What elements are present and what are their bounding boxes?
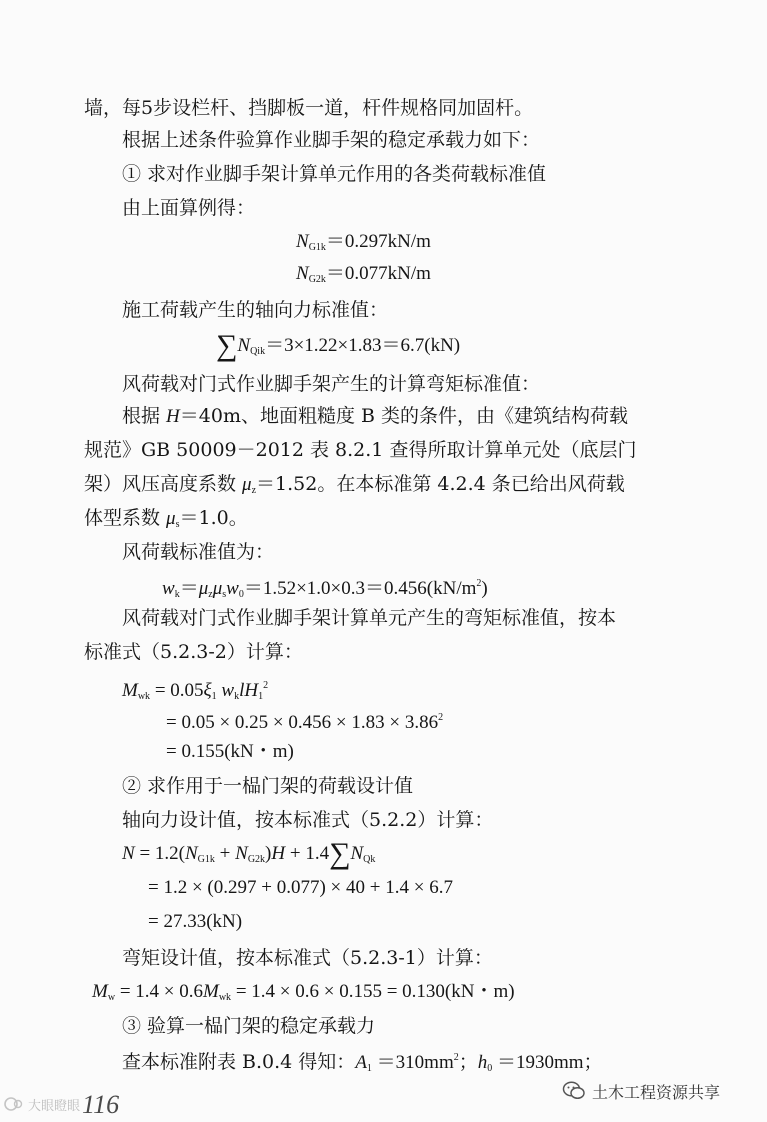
- formula-ng1k: $N_{G1k}=0.297kN/m$: [296, 231, 431, 253]
- formula-n-2: = 1.2 × (0.297 + 0.077) × 40 + 1.4 × 6.7: [148, 877, 453, 898]
- page-number: 116: [82, 1090, 120, 1119]
- text-line: 风荷载对门式作业脚手架计算单元产生的弯矩标准值，按本: [122, 607, 617, 629]
- formula-n-3: = 27.33(kN): [148, 911, 243, 932]
- source-watermark-text: 大眼瞪眼: [28, 1098, 81, 1114]
- text-line: 风荷载对门式作业脚手架产生的计算弯矩标准值：: [122, 373, 541, 395]
- formula-mwk-1: $M_{wk} = 0.05\xi_1$ $w_klH_1^2$: [122, 680, 269, 702]
- text-line: 查本标准附表 B.0.4 得知：$A_1 =310mm^2$；$h_0 =1930mm$；: [122, 1051, 603, 1074]
- text-line: 标准式（5.2.3-2）计算：: [84, 641, 303, 663]
- logo-icon: [4, 1096, 24, 1112]
- formula-mwk-2: = $0.05 \times 0.25 \times 0.456 \times 1.83 \times 3.86^2$: [166, 712, 444, 733]
- wechat-watermark: [562, 1077, 720, 1105]
- text-line: 弯矩设计值，按本标准式（5.2.3-1）计算：: [122, 947, 493, 969]
- text-line: 体型系数 $\mu_s=1.0$。: [84, 507, 248, 530]
- text-line: 架）风压高度系数 $\mu_z=1.52$。在本标准第 4.2.4 条已给出风荷载: [84, 473, 625, 496]
- formula-mwk-3: = 0.155(kN・m): [166, 741, 294, 762]
- text-line: 根据 H＝40m、地面粗糙度 B 类的条件，由《建筑结构荷载: [122, 405, 629, 427]
- text-line: 根据上述条件验算作业脚手架的稳定承载力如下：: [122, 129, 541, 151]
- text-line: 规范》GB 50009－2012 表 8.2.1 查得所取计算单元处（底层门: [84, 439, 637, 461]
- formula-sum-nqik: $\sum N_{Qik}=3\times 1.22\times 1.83=6.7(kN)$: [216, 329, 461, 362]
- text-line: ③ 验算一榀门架的稳定承载力: [122, 1015, 376, 1037]
- formula-n-1: $N = 1.2(N_{G1k} + N_{G2k})H + 1.4\sum N_{Qk}$: [122, 837, 376, 870]
- text-line: 墙，每5步设栏杆、挡脚板一道，杆件规格同加固杆。: [84, 97, 534, 119]
- formula-ng2k: $N_{G2k}=0.077kN/m$: [296, 263, 431, 285]
- wechat-icon: [562, 1080, 586, 1102]
- formula-wk: $w_k=\mu_z\mu_sw_0=1.52\times 1.0\times 0.3=0.456(kN/m^2)$: [162, 578, 488, 600]
- formula-mw: $M_w = 1.4 \times 0.6M_{wk} = 1.4 \times 0.6 \times 0.155 = 0.130(kN$・m): [92, 981, 515, 1003]
- text-line: ① 求对作业脚手架计算单元作用的各类荷载标准值: [122, 163, 547, 185]
- text-line: 施工荷载产生的轴向力标准值：: [122, 299, 389, 321]
- text-line: 由上面算例得：: [122, 197, 256, 219]
- text-line: 风荷载标准值为：: [122, 541, 275, 563]
- source-watermark: [4, 1092, 80, 1116]
- text-line: ② 求作用于一榀门架的荷载设计值: [122, 775, 414, 797]
- text-line: 轴向力设计值，按本标准式（5.2.2）计算：: [122, 809, 494, 831]
- wechat-account-name: 土木工程资源共享: [592, 1082, 721, 1102]
